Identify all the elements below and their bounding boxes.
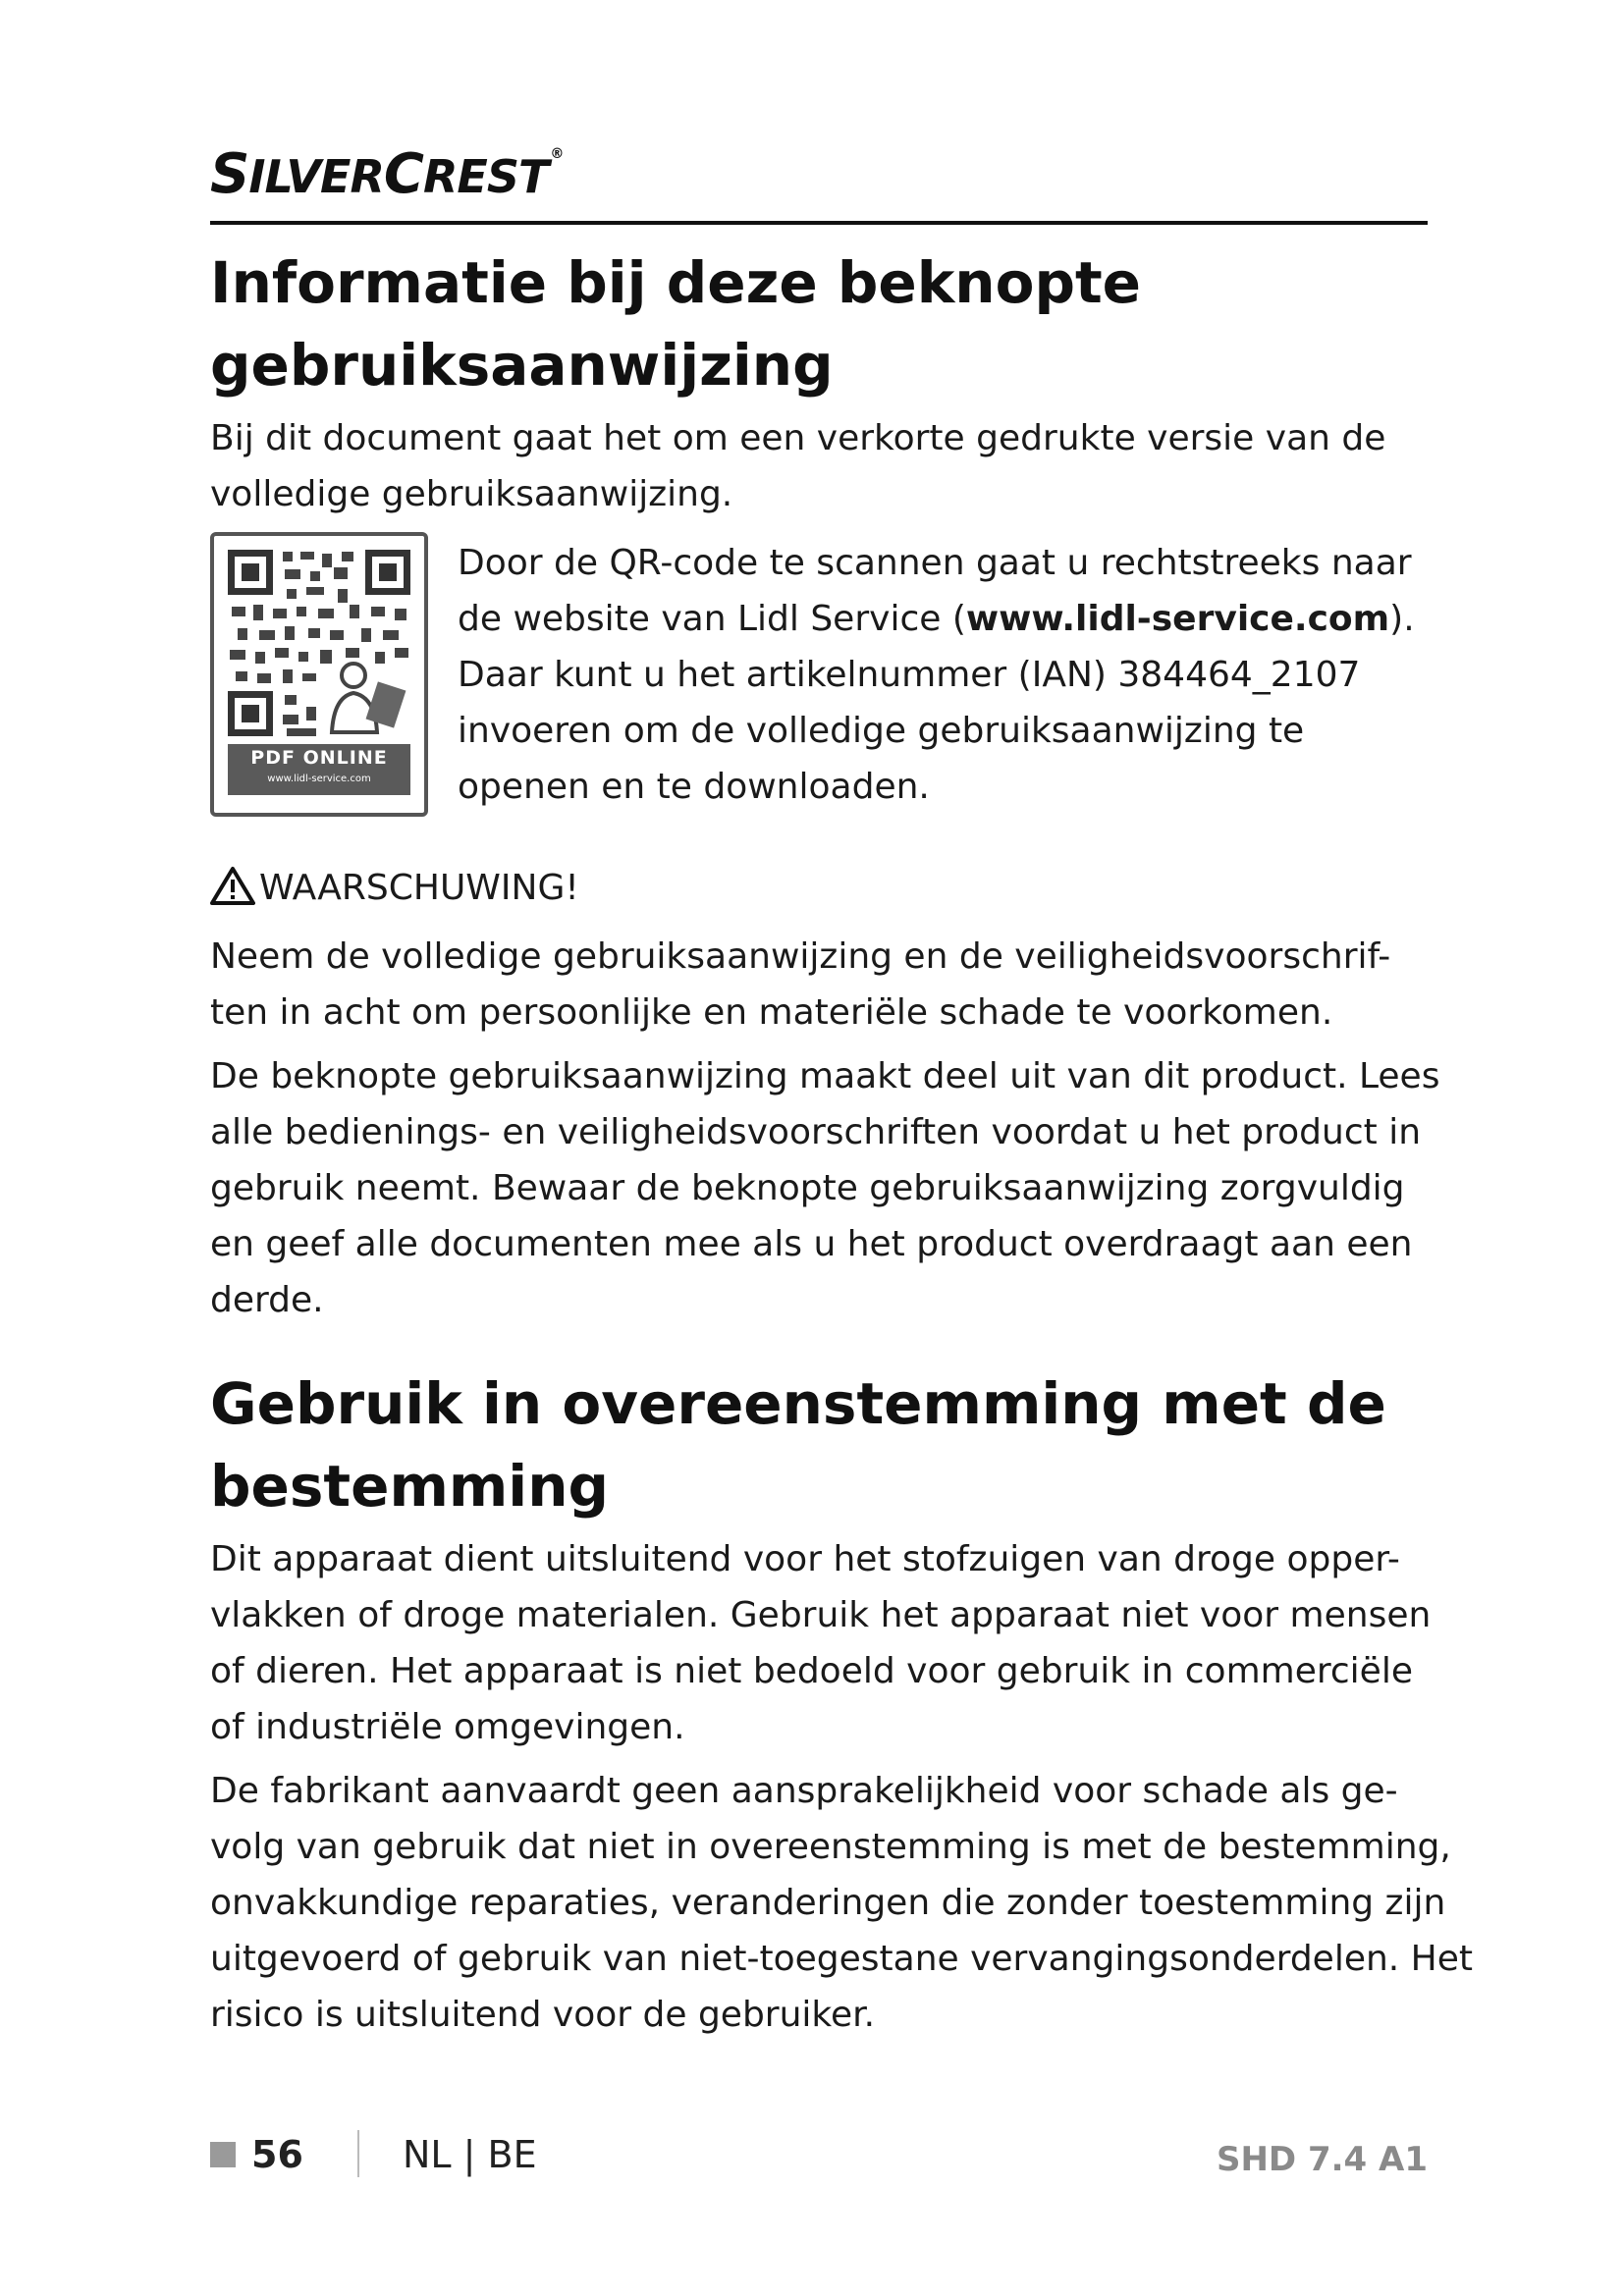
footer-separator [357,2130,359,2177]
footer-square [210,2142,236,2167]
intro-paragraph: Bij dit document gaat het om een verkorte gedrukte versie van de volledige gebruiksaanwijzing. [210,418,1386,514]
section1-heading: Informatie bij deze beknopte gebruiksaanwijzing [210,249,1142,399]
warning-heading: WAARSCHUWING! [210,860,579,916]
section2-heading: Gebruik in overeenstemming met de bestemming [210,1370,1386,1520]
intended-use-paragraph: Dit apparaat dient uitsluitend voor het stofzuigen van droge opper- vlakken of droge materialen. Gebruik het apparaat niet voor mensen of dieren. Het apparaat is niet bedoeld voor gebruik in commerciële of industriële omgevingen. [210,1539,1432,1747]
warning-paragraph: Neem de volledige gebruiksaanwijzing en de veiligheidsvoorschrif- ten in acht om persoonlijke en materiële schade te voorkomen. [210,936,1391,1033]
page [210,0,1474,2296]
model-number: SHD 7.4 A1 [1216,2140,1428,2179]
qr-code-icon [228,550,410,736]
pdf-online-label: PDF ONLINE www.lidl-service.com [228,744,410,795]
liability-paragraph: De fabrikant aanvaardt geen aansprakelijkheid voor schade als ge- volg van gebruik dat niet in overeenstemming is met de bestemming, onvakkundige reparaties, veranderingen die zonder toestemming zijn uitgevoerd of gebruik van niet-toegestane vervangingsonderdelen. Het risico is uitsluitend voor de gebruiker. [210,1771,1474,2035]
qr-code-box[interactable] [210,532,428,817]
qr-instructions: Door de QR-code te scannen gaat u rechtstreeks naar de website van Lidl Service (www.lidl-service.com). Daar kunt u het artikelnummer (IAN) 384464_2107 invoeren om de volledige gebruiksaanwijzing te openen en te downloaden. [458,543,1415,807]
warning-icon [210,866,255,905]
brand-logo: SILVERCREST ® [210,142,564,206]
lidl-service-link[interactable]: www.lidl-service.com [965,599,1390,639]
header-rule [210,221,1428,225]
footer-language: NL | BE [403,2133,537,2176]
product-info-paragraph: De beknopte gebruiksaanwijzing maakt deel uit van dit product. Lees alle bedienings- en veiligheidsvoorschriften voordat u het product in gebruik neemt. Bewaar de beknopte gebruiksaanwijzing zorgvuldig en geef alle documenten mee als u het product overdraagt aan een derde. [210,1056,1440,1320]
page-number: 56 [251,2133,303,2176]
